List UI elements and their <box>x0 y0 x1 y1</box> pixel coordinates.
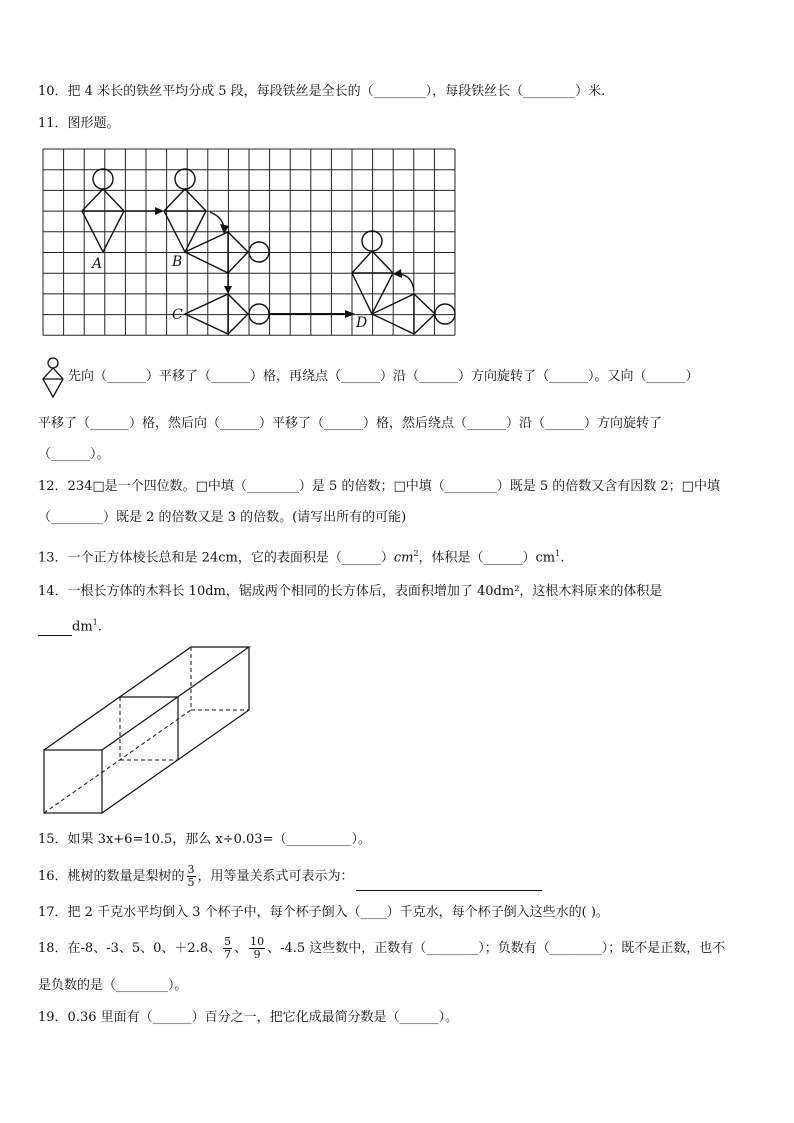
q14-cuboid-figure <box>40 645 254 815</box>
label-d: D <box>356 315 368 331</box>
question-16: 16．桃树的数量是梨树的 $\frac{3}{5}$ ，用等量关系式可表示为： <box>38 864 542 891</box>
question-14-line1: 14．一根长方体的木料长 10dm，锯成两个相同的长方体后，表面积增加了 40dm²，这根木料原来的体积是 <box>38 584 663 599</box>
question-18-line2: 是负数的是（________）。 <box>38 978 188 993</box>
question-19: 19．0.36 里面有（______）百分之一，把它化成最简分数是（______）。 <box>38 1010 459 1025</box>
question-11-line2: 平移了（______）格，然后向（______）平移了（______）格，然后绕点（______）沿（______）方向旋转了 <box>38 416 663 431</box>
fraction-5-7: $\frac{5}{7}$ <box>224 935 232 961</box>
question-17: 17．把 2 千克水平均倒入 3 个杯子中，每个杯子倒入（____）千克水，每个杯子倒入这些水的( )。 <box>38 905 609 920</box>
figure-b-body <box>164 189 206 252</box>
label-c: C <box>172 307 183 323</box>
question-18-line1: 18．在-8、-3、5、0、＋2.8、 $\frac{5}{7}$ 、 $\frac{10}{9}$ 、-4.5 这些数中，正数有（________）；负数有（________）；既不是正数，也不 <box>38 935 726 961</box>
figure-d-head <box>362 231 382 251</box>
label-b: B <box>172 254 183 270</box>
small-figure-icon <box>40 357 66 399</box>
rotate-arrow-d <box>395 274 414 291</box>
fraction-3-5: $\frac{3}{5}$ <box>187 863 195 889</box>
question-15: 15．如果 3x+6=10.5，那么 x÷0.03=（__________）。 <box>38 832 371 847</box>
question-12-line2: （________）既是 2 的倍数又是 3 的倍数。(请写出所有的可能) <box>38 510 407 525</box>
question-11-title: 11．图形题。 <box>38 116 120 131</box>
figure-a-body <box>82 189 124 252</box>
figure-b-head <box>175 169 195 189</box>
figure-a-head <box>93 169 113 189</box>
question-10: 10．把 4 米长的铁丝平均分成 5 段，每段铁丝是全长的（________），每段铁丝长（________）米. <box>38 84 606 99</box>
cuboid-front-face <box>44 750 102 813</box>
question-11-line1: 先向（______）平移了（______）格，再绕点（______）沿（______）方向旋转了（______）。又向（______） <box>68 369 699 384</box>
question-13: 13．一个正方体棱长总和是 24cm，它的表面积是$(\_\_\_\_\_\_)cm^2$，体积是$(\_\_\_\_\_\_)cm^1$. <box>38 549 565 566</box>
label-a: A <box>92 256 103 272</box>
rotate-arrow-b <box>210 212 224 232</box>
figure-d-rotated <box>372 294 435 334</box>
question-14-line2: $dm^1$. <box>38 615 102 636</box>
figure-c-body <box>185 294 248 334</box>
question-12-line1: 12．234□是一个四位数。□中填（________）是 5 的倍数；□中填（________）既是 5 的倍数又含有因数 2；□中填 <box>38 479 720 494</box>
q11-grid-figure <box>42 148 456 336</box>
fraction-10-9: $\frac{10}{9}$ <box>250 935 265 961</box>
question-11-line3: （______）。 <box>38 447 110 462</box>
figure-c-head <box>249 304 269 324</box>
